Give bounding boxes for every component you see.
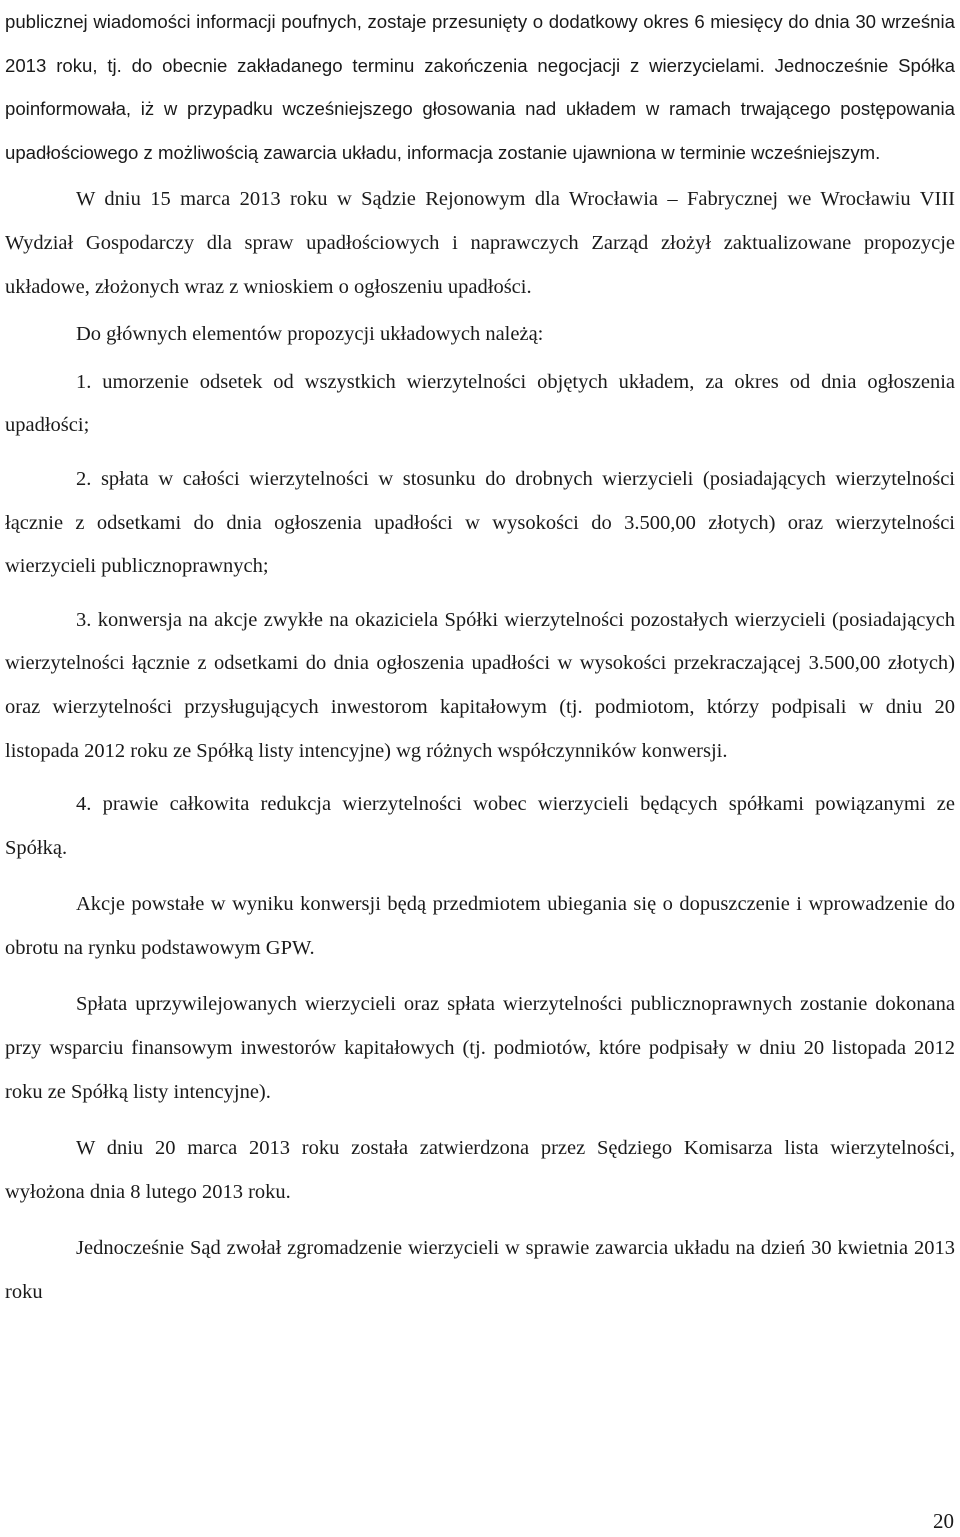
document-page [5,0,955,1315]
list-item-2: 2. spłata w całości wierzytelności w stosunku do drobnych wierzycieli (posiadających wierzytelności łącznie z odsetkami do dnia ogłoszenia upadłości w wysokości do 3.500,00 złotych) oraz wierzytelności wierzycieli publicznoprawnych; [5,467,955,578]
paragraph-arrangement-proposals: W dniu 15 marca 2013 roku w Sądzie Rejonowym dla Wrocławia – Fabrycznej we Wrocławiu VIII Wydział Gospodarczy dla spraw upadłościowych i naprawczych Zarząd złożył zaktualizowane propozycje układowe, złożonych wraz z wnioskiem o ogłoszeniu upadłości. [5,188,955,298]
paragraph-claims-list-approval: W dniu 20 marca 2013 roku została zatwierdzona przez Sędziego Komisarza lista wierzytelności, wyłożona dnia 8 lutego 2013 roku. [5,1137,955,1203]
paragraph-repayment-financing: Spłata uprzywilejowanych wierzycieli oraz spłata wierzytelności publicznoprawnych zostanie dokonana przy wsparciu finansowym inwestorów kapitałowych (tj. podmiotów, które podpisały w dniu 20 listopada 2012 roku ze Spółką listy intencyjne). [5,993,955,1103]
paragraph-secrecy-extension: publicznej wiadomości informacji poufnych, zostaje przesunięty o dodatkowy okres 6 miesięcy do dnia 30 września 2013 roku, tj. do obecnie zakładanego terminu zakończenia negocjacji z wierzycielami. Jednocześnie Spółka poinformowała, iż w przypadku wcześniejszego głosowania nad układem w ramach trwającego postępowania upadłościowego z możliwością zawarcia układu, informacja zostanie ujawniona w terminie wcześniejszym. [5,11,955,163]
paragraph-main-elements-intro: Do głównych elementów propozycji układowych należą: [76,323,544,346]
page-number: 20 [933,1509,954,1533]
paragraph-share-admission: Akcje powstałe w wyniku konwersji będą przedmiotem ubiegania się o dopuszczenie i wprowadzenie do obrotu na rynku podstawowym GPW. [5,893,955,959]
list-item-1: 1. umorzenie odsetek od wszystkich wierzytelności objętych układem, za okres od dnia ogłoszenia upadłości; [5,370,955,437]
list-item-3: 3. konwersja na akcje zwykłe na okaziciela Spółki wierzytelności pozostałych wierzycieli (posiadających wierzytelności łącznie z odsetkami do dnia ogłoszenia upadłości w wysokości przekraczającej 3.500,00 złotych) oraz wierzytelności przysługujących inwestorom kapitałowym (tj. podmiotom, którzy podpisali w dniu 20 listopada 2012 roku ze Spółką listy intencyjne) wg różnych współczynników konwersji. [5,608,955,762]
list-item-4: 4. prawie całkowita redukcja wierzytelności wobec wierzycieli będących spółkami powiązanymi ze Spółką. [5,793,955,859]
paragraph-creditors-meeting: Jednocześnie Sąd zwołał zgromadzenie wierzycieli w sprawie zawarcia układu na dzień 30 kwietnia 2013 roku [5,1237,955,1304]
